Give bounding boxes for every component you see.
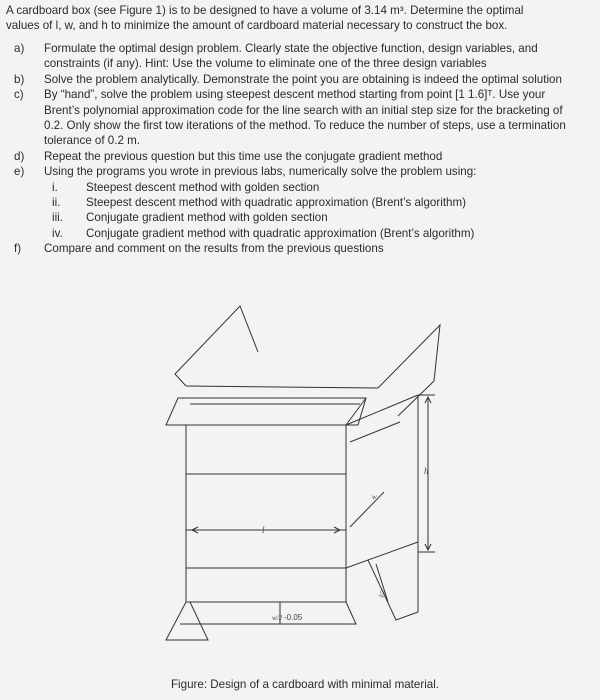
question-marker: f) bbox=[14, 242, 22, 256]
subitem-iii bbox=[46, 210, 584, 225]
intro-line-2: values of l, w, and h to minimize the amount of cardboard material necessary to construct the box. bbox=[6, 19, 508, 33]
question-text: By “hand”, solve the problem using steepest descent method starting from point [1 1.6]ᵀ. Use your Brent’s polynomial approximation code for the line search with an initial step size for the bracketing of 0.2. Only show the first tow iterations of the method. To reduce the number of steps, use a termination tolerance of 0.2 m. bbox=[44, 88, 566, 148]
subitem-marker: ii. bbox=[52, 196, 61, 210]
subitem-marker: iv. bbox=[52, 226, 63, 240]
question-marker: c) bbox=[14, 88, 24, 102]
question-d bbox=[14, 149, 584, 164]
question-text: Formulate the optimal design problem. Clearly state the objective function, design variables, and constraints (if any). Hint: Use the volume to eliminate one of the three design variables bbox=[44, 42, 538, 71]
question-a bbox=[14, 41, 584, 72]
question-marker: a) bbox=[14, 42, 25, 55]
front-flap bbox=[166, 398, 366, 425]
question-f bbox=[14, 241, 584, 256]
label-half-length: l/2 bbox=[377, 589, 388, 599]
box-diagram bbox=[150, 302, 470, 667]
question-marker: d) bbox=[14, 149, 25, 163]
bottom-left-flap bbox=[166, 602, 208, 640]
question-text: Repeat the previous question but this time use the conjugate gradient method bbox=[44, 149, 443, 163]
question-text: Using the programs you wrote in previous labs, numerically solve the problem using: bbox=[44, 165, 477, 179]
subitem-text: Conjugate gradient method with golden section bbox=[86, 211, 328, 225]
subitem-text: Steepest descent method with quadratic approximation (Brent’s algorithm) bbox=[86, 196, 467, 210]
question-marker: b) bbox=[14, 72, 25, 86]
width-dimension-line bbox=[350, 492, 384, 527]
question-e-sublist bbox=[46, 180, 584, 242]
question-c bbox=[14, 87, 584, 149]
cardboard-box-figure bbox=[150, 302, 470, 667]
back-top-edge bbox=[186, 386, 378, 388]
question-text: Solve the problem analytically. Demonstrate the point you are obtaining is indeed the optimal solution bbox=[44, 72, 562, 86]
question-text: Compare and comment on the results from the previous questions bbox=[44, 242, 384, 256]
bottom-right-flap bbox=[368, 542, 418, 620]
subitem-text: Steepest descent method with golden section bbox=[86, 180, 320, 194]
intro-line-1: A cardboard box (see Figure 1) is to be designed to have a volume of 3.14 m³. Determine the optimal bbox=[6, 4, 524, 17]
label-half-width: w/2 bbox=[272, 614, 283, 622]
subitem-ii bbox=[46, 195, 584, 210]
left-top-flap bbox=[175, 306, 258, 386]
subitem-marker: i. bbox=[52, 180, 58, 194]
subitem-marker: iii. bbox=[52, 211, 63, 225]
problem-intro bbox=[6, 3, 592, 34]
figure-caption: Figure: Design of a cardboard with minimal material. bbox=[170, 678, 440, 691]
label-l: l bbox=[262, 525, 265, 535]
question-b bbox=[14, 72, 584, 87]
question-marker: e) bbox=[14, 165, 25, 179]
question-list bbox=[14, 41, 584, 257]
subitem-text: Conjugate gradient method with quadratic approximation (Brent’s algorithm) bbox=[86, 226, 475, 240]
label-offset: -0.05 bbox=[284, 613, 303, 622]
subitem-i bbox=[46, 180, 584, 195]
question-e bbox=[14, 164, 584, 179]
label-h: h bbox=[424, 466, 429, 476]
label-w: w bbox=[372, 493, 377, 501]
subitem-iv bbox=[46, 226, 584, 241]
